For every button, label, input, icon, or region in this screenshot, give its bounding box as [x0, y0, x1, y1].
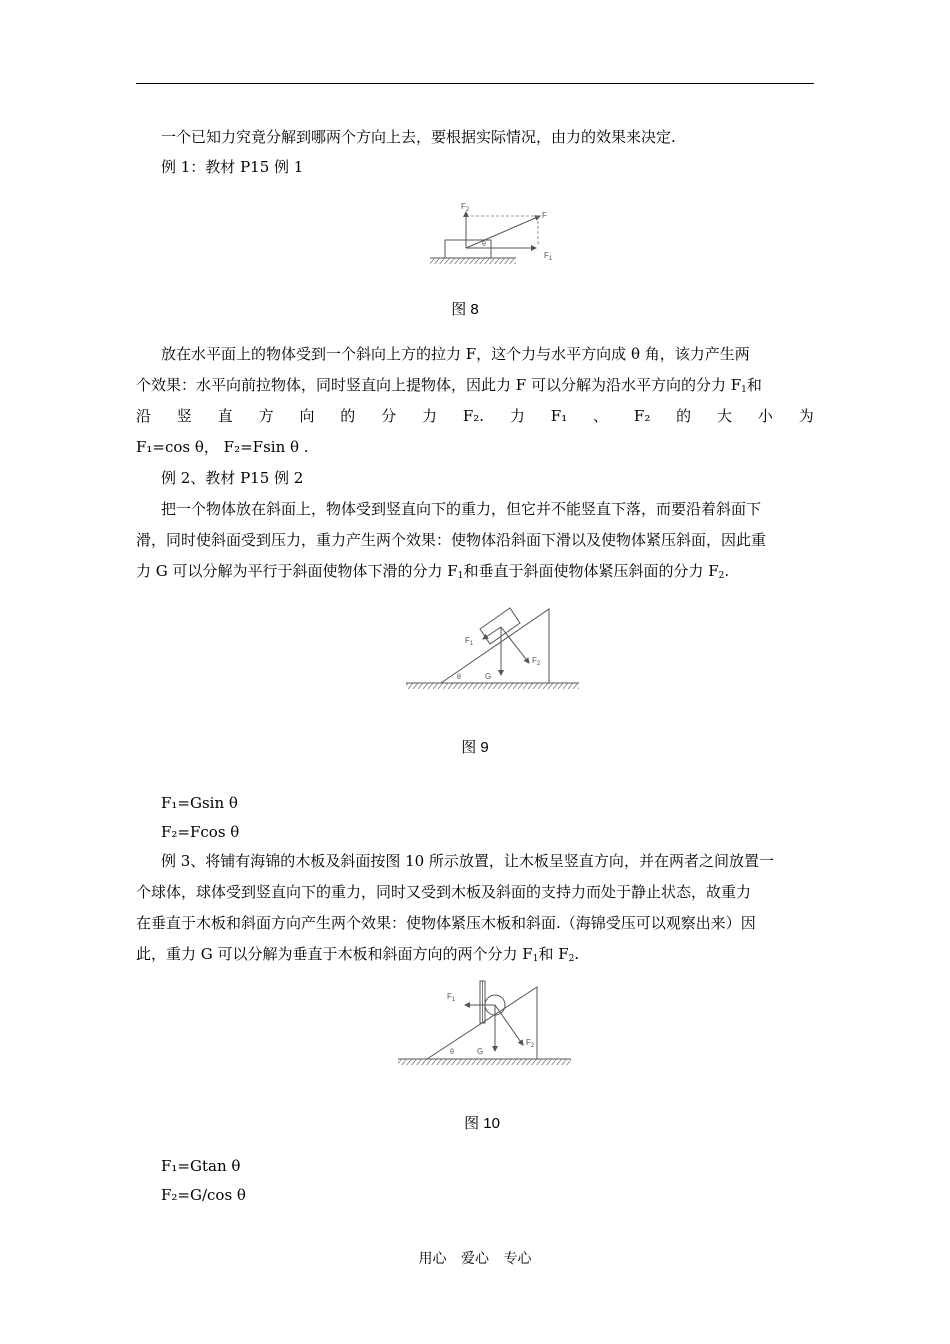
- example2-formula2: F₂=Fcos θ: [161, 823, 240, 841]
- figure-8-diagram: [428, 200, 558, 268]
- incline: [441, 609, 549, 683]
- header-rule: [136, 83, 814, 84]
- example1-line1: 放在水平面上的物体受到一个斜向上方的拉力 F，这个力与水平方向成 θ 角，该力产生两: [161, 345, 750, 363]
- f-arrow: [466, 216, 540, 248]
- f2-label: $F_2$: [532, 656, 541, 667]
- example2-line3: 力 G 可以分解为平行于斜面使物体下滑的分力 $F_1$和垂直于斜面使物体紧压斜面的分力 $F_2$.: [136, 562, 730, 581]
- figure-10-diagram: [395, 977, 575, 1069]
- ground-hatch: [398, 1059, 571, 1065]
- f1-arrow: [483, 627, 501, 639]
- example3-line2: 个球体，球体受到竖直向下的重力，同时又受到木板及斜面的支持力而处于静止状态，故重力: [136, 883, 752, 901]
- example3-line4: 此，重力 G 可以分解为垂直于木板和斜面方向的两个分力 $F_1$和 $F_2$.: [136, 945, 580, 964]
- example1-line2: 个效果：水平向前拉物体，同时竖直向上提物体，因此力 F 可以分解为沿水平方向的分力 $F_1$和: [136, 376, 762, 395]
- f2-arrow: [495, 1005, 523, 1045]
- example2-line1: 把一个物体放在斜面上，物体受到竖直向下的重力，但它并不能竖直下落，而要沿着斜面下: [161, 500, 762, 518]
- intro-paragraph: 一个已知力究竟分解到哪两个方向上去，要根据实际情况，由力的效果来决定.: [161, 128, 676, 146]
- page-footer: 用心 爱心 专心: [418, 1251, 532, 1267]
- ground-hatch: [406, 683, 579, 689]
- figure-8-caption: 图 8: [451, 301, 479, 318]
- example1-line3: 沿 竖 直 方 向 的 分 力 F₂. 力 F₁ 、 F₂ 的 大 小 为: [136, 407, 814, 425]
- figure-9-diagram: [403, 605, 583, 693]
- theta-label: θ: [450, 1049, 454, 1056]
- f2-label: $F_2$: [526, 1038, 535, 1049]
- ground-hatch: [430, 258, 516, 264]
- f1-label: $F_1$: [465, 636, 474, 647]
- example1-title: 例 1：教材 P15 例 1: [161, 158, 304, 176]
- example3-line3: 在垂直于木板和斜面方向产生两个效果：使物体紧压木板和斜面.（海锦受压可以观察出来）因: [136, 914, 756, 932]
- f1-label: $F_1$: [447, 992, 456, 1003]
- example3-line1: 例 3、将铺有海锦的木板及斜面按图 10 所示放置，让木板呈竖直方向，并在两者之间放置一: [161, 852, 774, 870]
- f-label: F: [542, 211, 547, 220]
- theta-label: θ: [457, 674, 461, 681]
- example2-line2: 滑，同时使斜面受到压力，重力产生两个效果：使物体沿斜面下滑以及使物体紧压斜面，因此重: [136, 531, 767, 549]
- example1-line4: F₁=cos θ， F₂=Fsin θ .: [136, 438, 309, 456]
- example3-formula1: F₁=Gtan θ: [161, 1157, 241, 1175]
- theta-label: θ: [482, 241, 486, 248]
- figure-10-caption: 图 10: [464, 1115, 500, 1132]
- example3-formula2: F₂=G/cos θ: [161, 1186, 246, 1204]
- g-label: G: [485, 672, 492, 681]
- example2-title: 例 2、教材 P15 例 2: [161, 469, 304, 487]
- figure-9-caption: 图 9: [461, 739, 489, 756]
- block-on-incline: [480, 608, 520, 644]
- f2-label: $F_2$: [461, 202, 470, 213]
- example2-formula1: F₁=Gsin θ: [161, 794, 238, 812]
- f1-label: $F_1$: [544, 251, 553, 262]
- g-label: G: [477, 1047, 484, 1056]
